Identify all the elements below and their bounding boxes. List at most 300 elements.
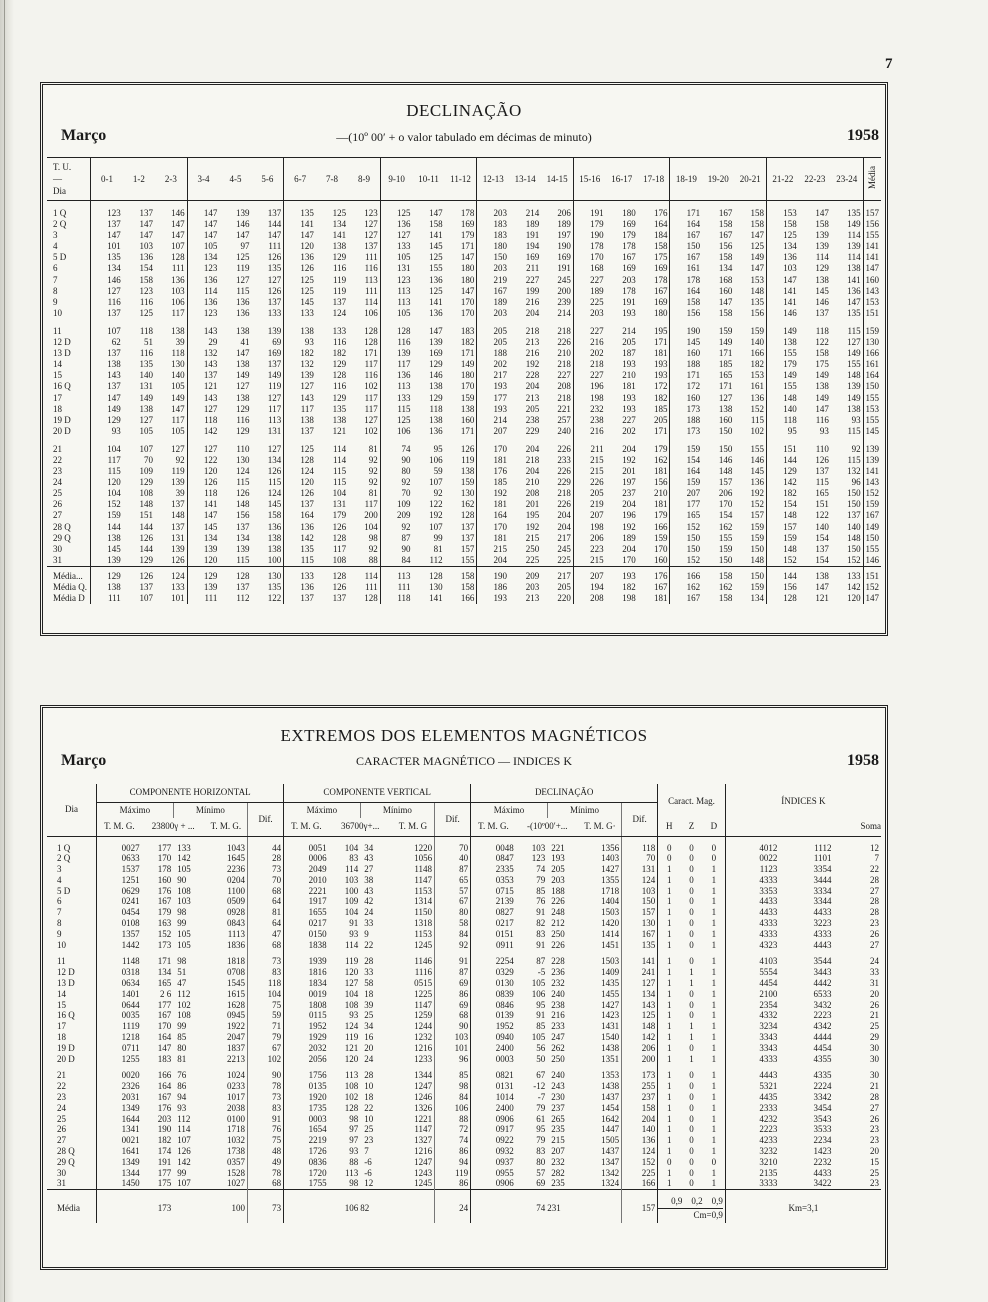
col-soma: Soma: [834, 818, 882, 836]
cell-value: 155: [750, 443, 765, 454]
cell-value: 0048: [471, 836, 516, 853]
cell-value: 0: [689, 1092, 694, 1103]
cell-value: 116: [364, 263, 378, 274]
cell-value: 4433: [725, 907, 779, 918]
cell-value: 203: [525, 582, 540, 592]
cell-value: 1216: [414, 1042, 433, 1053]
extremes-row: [47, 1157, 881, 1168]
cell-value: 1116: [414, 967, 433, 978]
cell-value: 102: [177, 999, 191, 1010]
row-day: Média D: [53, 593, 85, 604]
declination-row: [47, 359, 881, 370]
cell-value: 218: [557, 392, 571, 403]
cell-value: 80: [177, 1042, 187, 1053]
cell-value: 173: [670, 404, 702, 415]
cell-value: 136: [284, 582, 316, 593]
cell-value: 235: [551, 1178, 565, 1189]
cell-value: 24: [364, 907, 374, 918]
cell-value: 87: [435, 967, 471, 978]
cell-value: 160: [670, 348, 702, 359]
cell-value: 177: [157, 999, 172, 1010]
row-day: 19 D: [57, 1042, 75, 1053]
cell-value: 164: [477, 510, 509, 521]
cell-value: 159: [750, 582, 765, 592]
cell-value: 119: [332, 285, 347, 296]
cell-value: 1808: [284, 1000, 329, 1011]
cell-value: 206: [718, 488, 733, 499]
col-hour: 4-5: [219, 158, 251, 201]
cell-value: 170: [460, 381, 475, 392]
cell-value: 170: [157, 1021, 172, 1032]
cell-value: 116: [236, 414, 250, 425]
extremes-row: [47, 918, 881, 929]
cell-value: 169: [525, 252, 540, 263]
cell-value: 147: [750, 230, 765, 241]
cell-value: 139: [187, 582, 219, 593]
cell-value: 95: [433, 443, 443, 454]
cell-value: 119: [171, 466, 185, 477]
cell-value: 118: [380, 593, 412, 604]
cell-value: 181: [477, 499, 509, 510]
cell-value: 162: [670, 582, 702, 593]
cell-value: 1922: [227, 1021, 246, 1032]
cell-value: 1: [711, 864, 717, 875]
cell-value: 149: [91, 404, 123, 415]
cell-value: 23: [870, 1124, 879, 1135]
cell-value: 119: [236, 263, 250, 274]
cell-value: 1245: [414, 939, 433, 950]
cell-value: 159: [670, 477, 702, 488]
cell-value: 157: [460, 543, 475, 554]
col-hour: 2-3: [155, 158, 187, 201]
cell-value: 192: [525, 359, 540, 370]
cell-value: 92: [435, 940, 471, 951]
cell-value: 1: [658, 989, 681, 1000]
cell-value: 133: [380, 241, 412, 252]
cell-value: 179: [653, 443, 668, 454]
cell-value: 0020: [97, 1064, 142, 1081]
cell-value: 148: [750, 285, 765, 296]
cell-value: 226: [557, 499, 571, 510]
cell-value: 1: [658, 864, 681, 875]
cell-value: 139: [815, 230, 829, 241]
cell-value: 125: [332, 208, 347, 218]
cell-value: 141: [429, 296, 443, 307]
cell-value: -12: [533, 1081, 546, 1092]
cell-value: 160: [653, 554, 668, 565]
cell-value: 1655: [284, 907, 329, 918]
cell-value: 136: [187, 297, 219, 308]
cell-value: 196: [622, 510, 636, 521]
cell-value: 137: [267, 208, 282, 218]
cell-value: 124: [284, 466, 316, 477]
cell-value: 105: [187, 241, 219, 252]
cell-value: 192: [525, 521, 540, 532]
cell-value: 176: [157, 885, 172, 896]
cell-value: 138: [847, 403, 861, 414]
cell-value: 1718: [601, 885, 620, 896]
cell-value: 20: [870, 1146, 879, 1157]
cell-value: 0711: [97, 1043, 142, 1054]
cell-value: 110: [815, 443, 829, 454]
cell-value: 221: [557, 403, 571, 414]
cell-value: 201: [622, 466, 636, 477]
col-hour: 10-11: [412, 158, 444, 201]
extremes-mean-row: [47, 1190, 881, 1224]
cell-value: 139: [284, 370, 316, 381]
cell-value: 191: [622, 296, 636, 307]
cell-value: 2400: [471, 1043, 516, 1054]
cell-value: 115: [284, 555, 316, 567]
cell-value: 120: [187, 555, 219, 567]
cell-value: 188: [670, 359, 702, 370]
cell-value: 0: [689, 907, 694, 918]
cell-value: 143: [622, 1000, 658, 1011]
cell-value: 116: [91, 297, 123, 308]
cell-value: 1153: [414, 928, 433, 939]
cell-value: 0945: [227, 1010, 246, 1021]
cell-value: 146: [767, 308, 799, 319]
cell-value: 149: [460, 359, 475, 370]
cell-value: 85: [536, 1021, 546, 1032]
cell-value: 154: [670, 455, 702, 466]
row-day: 15: [53, 370, 62, 381]
cell-value: 0509: [227, 896, 246, 907]
row-day: 31: [57, 1178, 66, 1189]
cell-value: 111: [380, 582, 412, 593]
cell-value: 128: [364, 337, 378, 348]
cell-value: 250: [551, 928, 565, 939]
cell-value: 1438: [601, 1081, 620, 1092]
cell-value: 1756: [284, 1064, 329, 1081]
cell-value: 21: [870, 1010, 879, 1021]
col-h: H: [658, 818, 681, 836]
cell-value: 141: [429, 593, 443, 604]
cell-value: 141: [284, 219, 316, 230]
d-max-tmg: T. M. G.: [471, 818, 516, 836]
row-day: 17: [57, 1021, 66, 1032]
cell-value: 133: [284, 308, 316, 319]
cell-value: 128: [364, 325, 378, 336]
row-day: 9: [53, 296, 58, 307]
cell-value: 116: [332, 263, 347, 274]
cell-value: 1442: [97, 940, 142, 951]
cell-value: 262: [551, 1042, 565, 1053]
cell-value: 218: [525, 325, 540, 336]
cell-value: 1353: [601, 1070, 620, 1081]
cell-value: 115: [236, 285, 250, 296]
cell-value: 92: [380, 477, 412, 488]
cell-value: 111: [171, 263, 185, 274]
cell-value: 2335: [471, 864, 516, 875]
col-media: [863, 158, 881, 201]
mean-cm: Cm=0,9: [658, 1208, 723, 1221]
declination-row: [47, 426, 881, 437]
cell-value: 147: [139, 230, 153, 241]
cell-value: 18: [364, 988, 374, 999]
cell-value: 135: [267, 582, 282, 592]
row-day: 9: [57, 928, 62, 939]
row-day: 29 Q: [57, 1156, 75, 1167]
d-min-tmg: T. M. G·: [579, 818, 622, 836]
extremes-row: [47, 950, 881, 967]
cell-value: 137: [267, 296, 282, 307]
cell-value: 1: [658, 886, 681, 897]
cell-value: 138: [171, 325, 185, 336]
cell-value: 171: [653, 337, 668, 348]
cell-value: 215: [551, 1135, 565, 1146]
cell-value: 4333: [725, 918, 779, 929]
cell-value: 3343: [725, 1043, 779, 1054]
cell-value: 21: [870, 1081, 879, 1092]
cell-value: 2232: [813, 1156, 832, 1167]
cell-value: 0021: [97, 1135, 142, 1146]
cell-value: 1225: [414, 988, 433, 999]
cell-value: 138: [460, 466, 475, 477]
cell-value: 226: [551, 896, 565, 907]
cell-value: 109: [344, 896, 359, 907]
cell-value: 103: [435, 1032, 471, 1043]
cell-value: 16: [364, 1032, 374, 1043]
cell-value: 1: [711, 1032, 717, 1043]
cell-value: 0241: [97, 896, 142, 907]
cell-value: 214: [477, 415, 509, 426]
cell-value: 159: [670, 437, 702, 455]
cell-value: 157: [622, 907, 658, 918]
cell-value: 146: [429, 370, 443, 381]
cell-value: 1: [711, 1146, 717, 1157]
cell-value: 68: [248, 886, 284, 897]
cell-value: 119: [345, 1032, 359, 1043]
mean-km: Km=3,1: [725, 1190, 881, 1224]
row-day: 29 Q: [53, 532, 71, 543]
cell-value: 216: [551, 1010, 565, 1021]
row-day: Média Q.: [53, 582, 87, 592]
cell-value: 119: [345, 956, 359, 967]
cell-value: -7: [537, 1092, 546, 1103]
cell-value: 33: [364, 918, 374, 929]
cell-value: 74: [435, 1135, 471, 1146]
cell-value: 86: [435, 1146, 471, 1157]
cell-value: 4335: [813, 1070, 832, 1081]
extremes-row: [47, 1000, 881, 1011]
cell-value: 147: [847, 296, 861, 307]
cell-value: 39: [364, 999, 374, 1010]
cell-value: 193: [622, 392, 636, 403]
cell-media: 159: [863, 499, 881, 510]
cell-value: 129: [767, 466, 799, 477]
cell-value: 142: [847, 582, 861, 592]
cell-value: 118: [815, 325, 829, 336]
cell-value: 0: [689, 999, 694, 1010]
extremes-year: 1958: [847, 752, 879, 769]
cell-value: 103: [171, 285, 185, 296]
cell-value: 230: [551, 1092, 565, 1103]
cell-value: 80: [435, 907, 471, 918]
cell-value: 28: [870, 874, 879, 885]
cell-value: 1401: [97, 989, 142, 1000]
mean-caract: [658, 1190, 726, 1224]
cell-value: 47: [177, 978, 187, 989]
cell-value: 104: [364, 521, 378, 532]
cell-value: 0922: [471, 1135, 516, 1146]
cell-value: 142: [622, 1032, 658, 1043]
cell-value: 200: [622, 1054, 658, 1065]
cell-value: 149: [767, 319, 799, 337]
cell-value: 113: [364, 274, 378, 285]
cell-value: 135: [284, 544, 316, 555]
cell-value: 83: [536, 1146, 546, 1157]
row-day: 12 D: [53, 337, 71, 348]
cell-value: 171: [460, 241, 475, 252]
cell-value: 178: [622, 285, 636, 296]
cell-value: 1939: [284, 950, 329, 967]
cell-value: 0: [689, 1178, 694, 1189]
cell-value: 165: [718, 370, 733, 381]
cell-value: 3234: [725, 1021, 779, 1032]
cell-value: 131: [171, 532, 185, 543]
cell-value: 158: [767, 219, 799, 230]
cell-value: 0932: [471, 1146, 516, 1157]
row-day: 4: [53, 241, 58, 252]
cell-value: 137: [460, 521, 475, 532]
d-minimo: Mínimo: [547, 802, 621, 818]
cell-value: 117: [284, 404, 316, 415]
cell-value: 1: [658, 967, 681, 978]
cell-value: 138: [718, 403, 733, 414]
cell-media: 151: [863, 566, 881, 582]
cell-value: 0928: [227, 907, 246, 918]
cell-value: 114: [345, 864, 359, 875]
cell-value: 189: [622, 532, 636, 543]
cell-value: 1435: [601, 978, 620, 989]
cell-value: 149: [750, 252, 765, 263]
cell-value: 160: [718, 414, 733, 425]
cell-value: 176: [157, 1102, 172, 1113]
cell-value: 123: [91, 201, 123, 220]
cell-value: 86: [435, 989, 471, 1000]
cell-value: 1834: [284, 978, 329, 989]
extremes-row: [47, 989, 881, 1000]
cell-value: 193: [622, 307, 636, 318]
cell-value: 102: [364, 381, 378, 392]
cell-value: 134: [91, 263, 123, 274]
cell-media: 157: [863, 201, 881, 220]
cell-value: 125: [236, 252, 250, 263]
cell-value: 70: [143, 454, 153, 465]
cell-value: 136: [429, 425, 443, 436]
cell-value: 1: [711, 967, 717, 978]
cell-value: 0: [658, 1157, 681, 1168]
cell-value: 7: [874, 853, 879, 864]
cell-value: 88: [368, 554, 378, 565]
cell-value: 1: [658, 1114, 681, 1125]
cell-value: 148: [236, 499, 250, 510]
extremes-title: EXTREMOS DOS ELEMENTOS MAGNÉTICOS: [280, 726, 648, 745]
cell-value: 181: [653, 499, 668, 510]
cell-value: 193: [606, 566, 638, 582]
cell-value: 227: [573, 370, 605, 381]
cell-value: 0353: [471, 875, 516, 886]
cell-value: 1: [658, 1000, 681, 1011]
cell-value: 2213: [227, 1053, 246, 1064]
cell-value: 94: [177, 1092, 187, 1103]
cell-value: 135: [622, 940, 658, 951]
declination-row: [47, 263, 881, 274]
cell-value: 133: [831, 566, 863, 582]
cell-value: 116: [364, 370, 378, 381]
cell-value: 140: [171, 370, 185, 381]
cell-value: 213: [525, 337, 540, 348]
cell-value: 1: [658, 896, 681, 907]
cell-value: 126: [284, 263, 316, 274]
cell-value: 199: [525, 285, 540, 296]
cell-value: 127: [718, 392, 733, 403]
cell-value: 1355: [601, 874, 620, 885]
extremes-row: [47, 1021, 881, 1032]
cell-value: 147: [91, 230, 123, 241]
cell-value: 0: [689, 988, 694, 999]
cell-value: 118: [622, 836, 658, 853]
cell-value: 68: [435, 1010, 471, 1021]
d-maximo: Máximo: [471, 802, 548, 818]
cell-value: 4443: [813, 939, 832, 950]
cell-value: 2047: [227, 1032, 246, 1043]
cell-value: 61: [536, 1113, 546, 1124]
cell-value: 139: [187, 544, 219, 555]
cell-value: 93: [349, 1010, 359, 1021]
col-hour: 14-15: [541, 158, 573, 201]
row-day: 21: [53, 443, 62, 454]
cell-value: 171: [718, 381, 733, 392]
cell-value: 0821: [471, 1064, 516, 1081]
cell-value: 180: [622, 208, 636, 218]
cell-value: 136: [236, 296, 250, 307]
cell-value: 167: [670, 593, 702, 604]
cell-value: 147: [429, 325, 443, 336]
cell-value: 27: [364, 864, 374, 875]
cell-value: 192: [622, 454, 636, 465]
cell-value: 175: [653, 252, 668, 263]
cell-value: 1: [658, 907, 681, 918]
cell-value: 147: [718, 296, 733, 307]
cell-value: 1342: [601, 1167, 620, 1178]
cell-value: 171: [364, 348, 378, 359]
col-dia: Dia: [47, 784, 97, 836]
cell-value: 2234: [813, 1135, 832, 1146]
cell-value: 148: [718, 466, 733, 477]
row-day: 24: [57, 1102, 66, 1113]
cell-value: 181: [477, 455, 509, 466]
cell-value: 205: [477, 319, 509, 337]
cell-value: 58: [435, 918, 471, 929]
cell-value: 181: [653, 348, 668, 359]
cell-value: 178: [573, 241, 605, 252]
row-day: 1 Q: [57, 842, 71, 853]
cell-value: 125: [284, 286, 316, 297]
cell-value: 95: [536, 1124, 546, 1135]
cell-value: 143: [187, 319, 219, 337]
cell-value: 105: [380, 308, 412, 319]
cell-value: 147: [171, 230, 185, 241]
cell-value: 139: [847, 381, 861, 392]
cell-value: 171: [460, 425, 475, 436]
cell-value: 188: [551, 885, 565, 896]
cell-value: 150: [718, 425, 733, 436]
cell-media: 160: [863, 275, 881, 286]
cell-value: 1017: [227, 1092, 246, 1103]
cell-value: 137: [187, 370, 219, 381]
